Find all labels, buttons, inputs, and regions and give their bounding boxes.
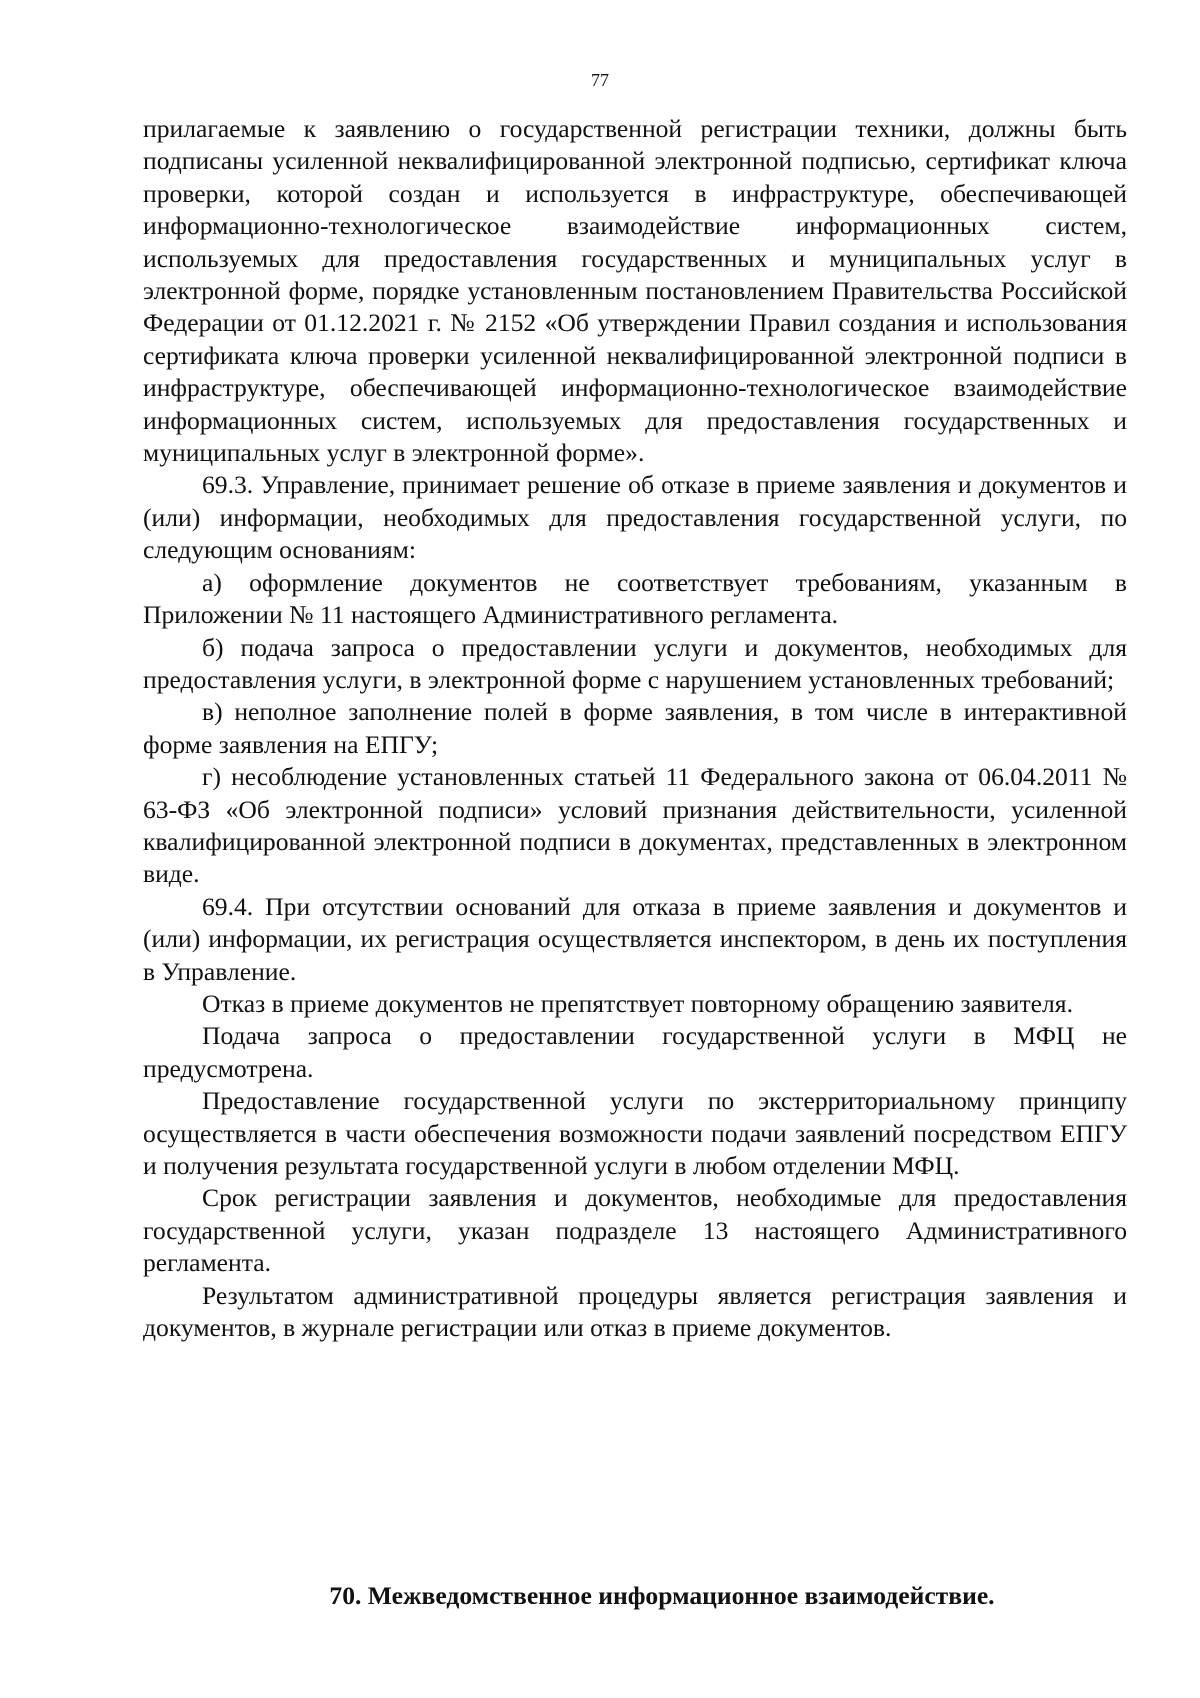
- paragraph-69-4: 69.4. При отсутствии оснований для отказа в приеме заявления и документов и (или) информации, их регистрация осуществляется инспектором, в день их поступления в Управление.: [143, 891, 1127, 986]
- list-item-v: в) неполное заполнение полей в форме заявления, в том числе в интерактивной форме заявления на ЕПГУ;: [143, 697, 1127, 759]
- paragraph: Предоставление государственной услуги по экстерриториальному принципу осуществляется в части обеспечения возможности подачи заявлений посредством ЕПГУ и получения результата государственной услуги в любом отделении МФЦ.: [143, 1086, 1127, 1180]
- section-heading: 70. Межведомственное информационное взаимодействие.: [329, 1581, 995, 1610]
- paragraph-69-3: 69.3. Управление, принимает решение об отказе в приеме заявления и документов и (или) информации, необходимых для предоставления государственной услуги, по следующим основаниям:: [143, 470, 1127, 565]
- paragraph: прилагаемые к заявлению о государственной регистрации техники, должны быть подписаны усиленной неквалифицированной электронной подписью, сертификат ключа проверки, которой создан и используется в инфраструктуре, обеспечивающей информационно-технологическое взаимодействие информационных систем, используемых для предоставления государственных и муниципальных услуг в электронной форме, порядке установленным постановлением Правительства Российской Федерации от 01.12.2021 г. № 2152 «Об утверждении Правил создания и использования сертификата ключа проверки усиленной неквалифицированной электронной подписи в инфраструктуре, обеспечивающей информационно-технологическое взаимодействие информационных систем, используемых для предоставления государственных и муниципальных услуг в электронной форме».: [143, 114, 1127, 468]
- paragraph: Срок регистрации заявления и документов, необходимые для предоставления государственной услуги, указан подразделе 13 настоящего Административного регламента.: [143, 1183, 1127, 1278]
- list-item-g: г) несоблюдение установленных статьей 11 Федерального закона от 06.04.2011 № 63-ФЗ «Об электронной подписи» условий признания действительности, усиленной квалифицированной электронной подписи в документах, представленных в электронном виде.: [143, 762, 1127, 889]
- list-item-a: а) оформление документов не соответствует требованиям, указанным в Приложении № 11 настоящего Административного регламента.: [143, 567, 1127, 630]
- paragraph: Результатом административной процедуры является регистрация заявления и документов, в журнале регистрации или отказ в приеме документов.: [143, 1280, 1127, 1343]
- paragraph: Отказ в приеме документов не препятствует повторному обращению заявителя.: [202, 988, 1073, 1018]
- page-number: 77: [591, 70, 609, 90]
- paragraph: Подача запроса о предоставлении государственной услуги в МФЦ не предусмотрена.: [143, 1021, 1127, 1083]
- document-body: [143, 113, 1127, 1344]
- list-item-b: б) подача запроса о предоставлении услуги и документов, необходимых для предоставления услуги, в электронной форме с нарушением установленных требований;: [143, 632, 1127, 694]
